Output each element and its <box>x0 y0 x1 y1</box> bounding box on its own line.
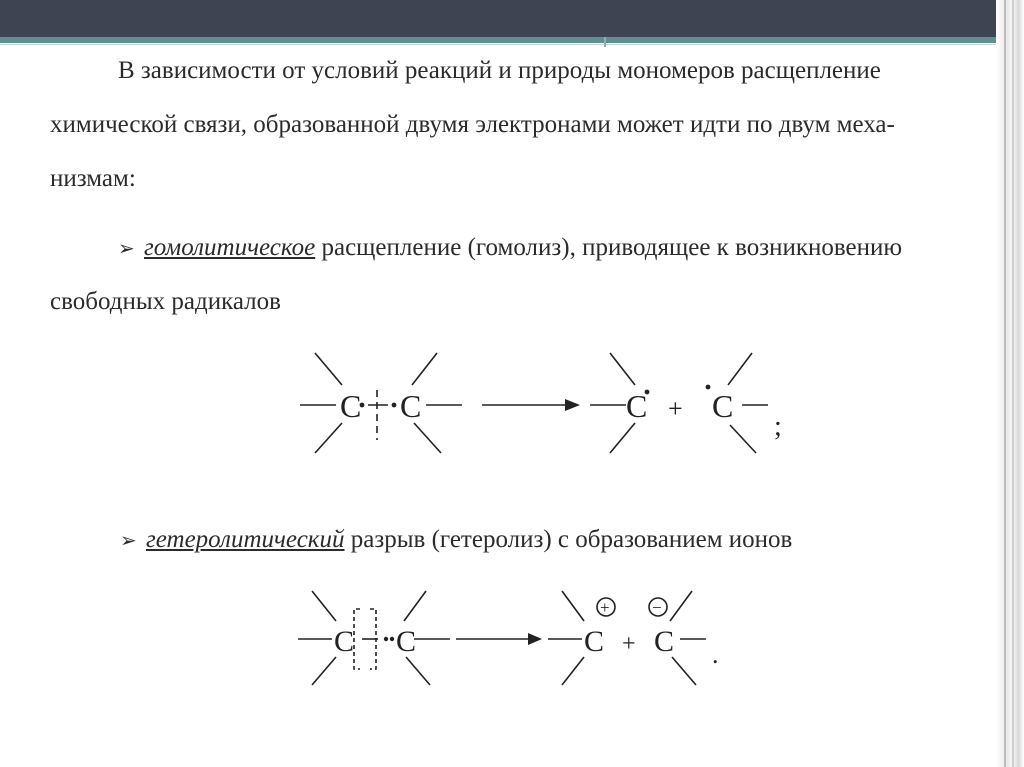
radical-carbon-1: C <box>626 388 648 424</box>
heterolytic-term: гетеролитический <box>146 526 345 553</box>
homolytic-item <box>50 221 1000 329</box>
intro-line-3: низмам: <box>50 165 136 192</box>
equation-terminator: . <box>712 640 719 669</box>
bullet-arrow-icon: ➢ <box>120 528 137 552</box>
atom-carbon-2: C <box>400 388 422 424</box>
heterolytic-item <box>120 513 1000 567</box>
anion-sign: − <box>652 598 662 617</box>
homolytic-description: расщепление (гомолиз), приводящее к возникновению <box>315 234 903 261</box>
slide-right-edge-decoration <box>996 0 1024 767</box>
equation-terminator: ; <box>774 411 782 442</box>
homolytic-term: гомолитическое <box>144 234 316 261</box>
intro-paragraph <box>50 44 1000 206</box>
plus-sign: + <box>622 631 636 657</box>
carbanion-carbon: C <box>654 625 675 658</box>
plus-sign: + <box>668 394 683 423</box>
heterolytic-description: разрыв (гетеролиз) с образованием ионов <box>344 526 793 553</box>
intro-line-2: химической связи, образованной двумя электронами может идти по двум меха- <box>50 111 895 138</box>
slide-header-bar <box>0 0 1000 37</box>
heterolysis-equation <box>292 585 752 695</box>
bullet-arrow-icon: ➢ <box>118 236 135 260</box>
intro-line-1: В зависимости от условий реакций и природы мономеров расщепление <box>118 57 881 84</box>
cation-sign: + <box>600 598 610 617</box>
atom-carbon-left: C <box>334 625 355 658</box>
atom-carbon-right: C <box>396 625 417 658</box>
carbocation-carbon: C <box>584 625 605 658</box>
homolysis-equation <box>290 345 810 465</box>
slide-header-accent-line <box>0 37 1000 43</box>
homolytic-line-2: свободных радикалов <box>50 288 281 315</box>
atom-carbon-1: C <box>340 388 362 424</box>
radical-carbon-2: C <box>712 388 734 424</box>
